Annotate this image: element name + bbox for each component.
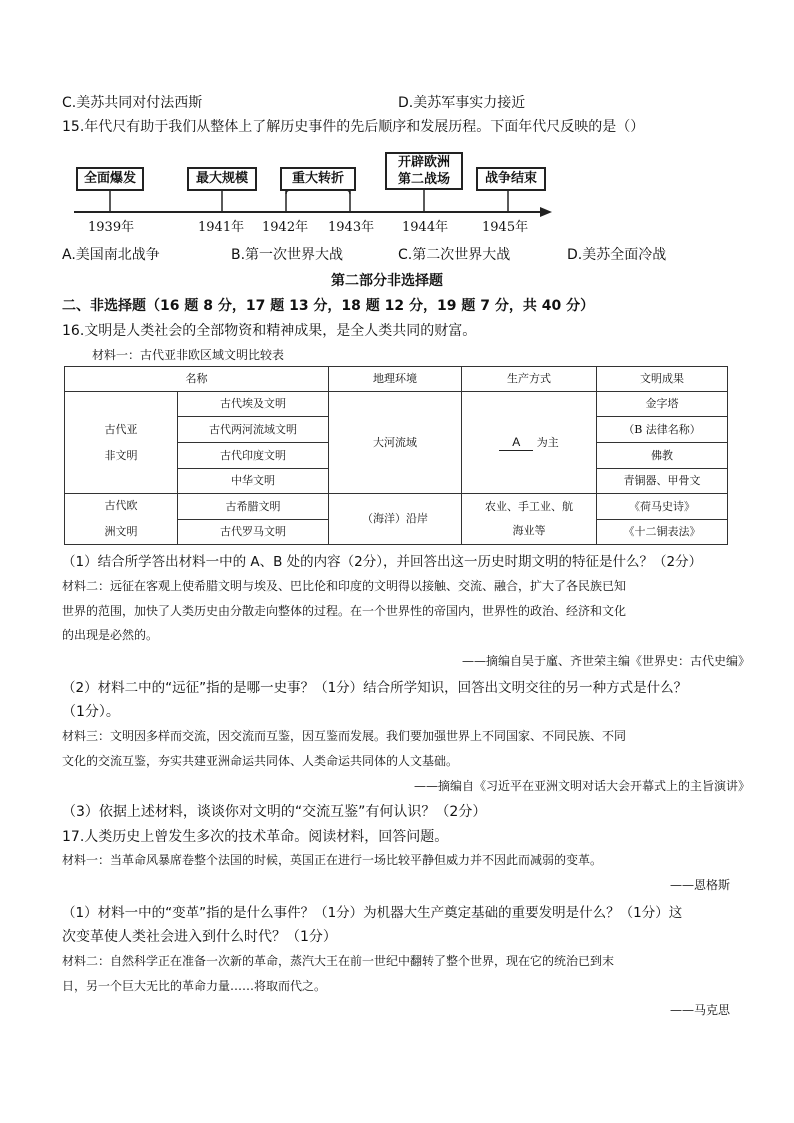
production-suffix: 为主 <box>536 436 559 449</box>
cell-twelve-tables: 《十二铜表法》 <box>597 520 728 545</box>
cell-mesopotamia: 古代两河流域文明 <box>178 417 329 443</box>
q16-sub2-line1: （2）材料二中的“远征”指的是哪一史事？（1分）结合所学知识，回答出文明交往的另一种方式是什么？ <box>62 680 688 696</box>
header-geo: 地理环境 <box>329 367 462 392</box>
q16-sub3: （3）依据上述材料，谈谈你对文明的“交流互鉴”有何认识？（2分） <box>62 804 487 820</box>
cell-india: 古代印度文明 <box>178 443 329 469</box>
q16-material1-title: 材料一：古代亚非欧区域文明比较表 <box>92 348 285 362</box>
cell-buddhism: 佛教 <box>597 443 728 469</box>
timeline-event-war-end: 战争结束 <box>476 167 546 191</box>
q16-material2-line3: 的出现是必然的。 <box>62 628 159 642</box>
q16-material2-source: ——摘编自吴于廑、齐世荣主编《世界史：古代史编》 <box>461 654 750 668</box>
timeline-year-1945: 1945年 <box>482 220 529 235</box>
timeline-year-1941: 1941年 <box>198 220 245 235</box>
cell-euro-production-line1: 农业、手工业、航 <box>485 500 573 513</box>
q17-stem: 17.人类历史上曾发生多次的技术革命。阅读材料，回答问题。 <box>62 829 449 845</box>
group-afro-asian-line1: 古代亚 <box>104 422 138 436</box>
q17-material1-source: ——恩格斯 <box>669 878 730 892</box>
cell-pyramid: 金字塔 <box>597 392 728 417</box>
timeline-year-1942: 1942年 <box>262 220 309 235</box>
group-european-line1: 古代欧 <box>104 499 138 512</box>
civilization-comparison-table <box>64 366 728 545</box>
timeline-event-second-front-line1: 开辟欧洲 <box>397 155 450 170</box>
q15-option-d: D.美苏全面冷战 <box>567 247 667 263</box>
timeline-event-outbreak: 全面爆发 <box>76 167 144 191</box>
q16-material2-line2: 世界的范围，加快了人类历史由分散走向整体的过程。在一个世界性的帝国内，世界性的政治、经济和文化 <box>62 604 627 618</box>
timeline-event-second-front <box>385 152 463 190</box>
header-name: 名称 <box>65 367 329 392</box>
part2-section-heading: 二、非选择题（16 题 8 分，17 题 13 分，18 题 12 分，19 题 7 分，共 40 分） <box>62 298 595 314</box>
timeline-event-max-scale: 最大规模 <box>187 167 257 191</box>
timeline-figure <box>72 150 572 240</box>
q16-stem: 16.文明是人类社会的全部物资和精神成果，是全人类共同的财富。 <box>62 323 477 339</box>
cell-rome: 古代罗马文明 <box>178 520 329 545</box>
q16-material3-line2: 文化的交流互鉴，夯实共建亚洲命运共同体、人类命运共同体的人文基础。 <box>62 754 459 768</box>
cell-bronze: 青铜器、甲骨文 <box>597 469 728 494</box>
cell-euro-production-line2: 海业等 <box>512 524 546 537</box>
q16-material2-line1: 材料二：远征在客观上使希腊文明与埃及、巴比伦和印度的文明得以接触、交流、融合，扩大了各民族已知 <box>62 579 627 593</box>
group-european-line2: 洲文明 <box>104 525 138 538</box>
q16-material3-source: ——摘编自《习近平在亚洲文明对话大会开幕式上的主旨演讲》 <box>413 779 750 793</box>
cell-china: 中华文明 <box>178 469 329 494</box>
cell-coast: （海洋）沿岸 <box>329 494 462 545</box>
q17-material1: 材料一：当革命风暴席卷整个法国的时候，英国正在进行一场比较平静但威力并不因此而减弱的变革。 <box>62 853 603 867</box>
header-achievement: 文明成果 <box>597 367 728 392</box>
cell-egypt: 古代埃及文明 <box>178 392 329 417</box>
header-production: 生产方式 <box>462 367 597 392</box>
q16-sub1: （1）结合所学答出材料一中的 A、B 处的内容（2分），并回答出这一历史时期文明的特征是什么？（2分） <box>62 554 703 570</box>
timeline-event-second-front-line2: 第二战场 <box>397 172 450 187</box>
q15-option-c: C.第二次世界大战 <box>398 247 511 263</box>
timeline-year-1943: 1943年 <box>328 220 375 235</box>
timeline-event-turning-point: 重大转折 <box>280 167 356 191</box>
cell-euro-production <box>462 494 597 545</box>
timeline-year-1944: 1944年 <box>402 220 449 235</box>
group-afro-asian-line2: 非文明 <box>104 448 138 462</box>
q16-sub2-line2: （1分）。 <box>62 704 120 720</box>
part2-title: 第二部分非选择题 <box>331 273 443 289</box>
cell-law-b: （B 法律名称） <box>597 417 728 443</box>
cell-production-blank <box>462 392 597 494</box>
q14-option-c: C.美苏共同对付法西斯 <box>62 95 203 111</box>
cell-greece: 古希腊文明 <box>178 494 329 520</box>
q14-option-d: D.美苏军事实力接近 <box>398 95 526 111</box>
q15-option-a: A.美国南北战争 <box>62 247 160 263</box>
q17-sub1-line1: （1）材料一中的“变革”指的是什么事件？（1分）为机器大生产奠定基础的重要发明是什么？（1分）这 <box>62 905 683 921</box>
q17-material2-line2: 日，另一个巨大无比的革命力量……将取而代之。 <box>62 979 327 993</box>
cell-river-basin: 大河流域 <box>329 392 462 494</box>
group-afro-asian <box>65 392 178 494</box>
blank-a: A <box>499 434 533 451</box>
q16-material3-line1: 材料三：文明因多样而交流，因交流而互鉴，因互鉴而发展。我们要加强世界上不同国家、不同民族、不同 <box>62 729 627 743</box>
q17-sub1-line2: 次变革使人类社会进入到什么时代？（1分） <box>62 929 337 945</box>
cell-homer: 《荷马史诗》 <box>597 494 728 520</box>
timeline-year-1939: 1939年 <box>88 220 135 235</box>
group-european <box>65 494 178 545</box>
q15-stem: 15.年代尺有助于我们从整体上了解历史事件的先后顺序和发展历程。下面年代尺反映的是（） <box>62 119 645 135</box>
q15-option-b: B.第一次世界大战 <box>231 247 344 263</box>
q17-material2-source: ——马克思 <box>669 1003 730 1017</box>
q17-material2-line1: 材料二：自然科学正在准备一次新的革命，蒸汽大王在前一世纪中翻转了整个世界，现在它的统治已到末 <box>62 954 615 968</box>
